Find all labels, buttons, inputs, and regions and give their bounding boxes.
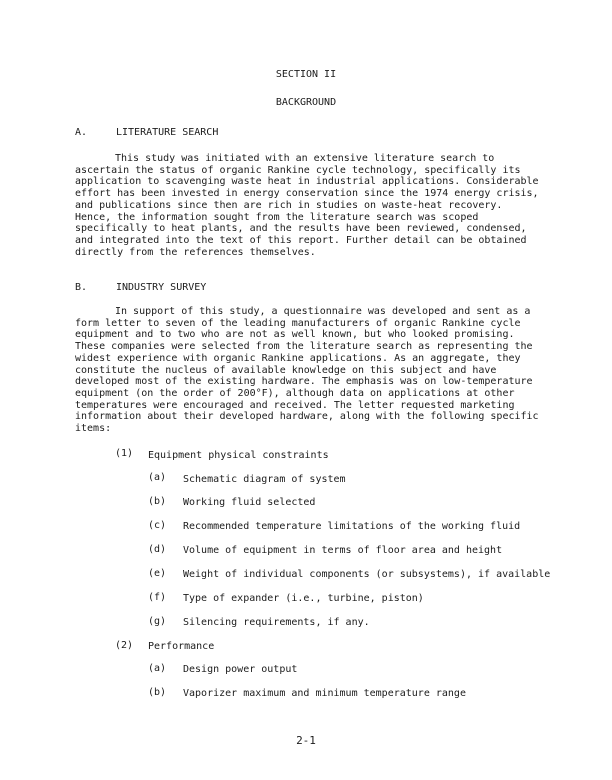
paragraph-line: directly from the references themselves. bbox=[75, 246, 316, 258]
paragraph-line: equipment and to two who are not as well known, but who looked promising. bbox=[75, 329, 515, 341]
subitem-text: Recommended temperature limitations of the working fluid bbox=[183, 521, 521, 532]
paragraph-line: This study was initiated with an extensive literature search to bbox=[115, 153, 495, 164]
subitem-text: Volume of equipment in terms of floor area and height bbox=[183, 545, 503, 556]
subitem-text: Working fluid selected bbox=[183, 497, 316, 508]
paragraph-line: equipment (on the order of 200°F), although data on applications at other bbox=[75, 387, 515, 399]
paragraph-line: Hence, the information sought from the literature search was scoped bbox=[75, 211, 479, 223]
paragraph-line: widest experience with organic Rankine applications. As an aggregate, they bbox=[75, 352, 521, 364]
part-b-paragraph bbox=[75, 306, 545, 435]
section-title: SECTION II bbox=[275, 69, 337, 80]
paragraph-line: form letter to seven of the leading manufacturers of organic Rankine cycle bbox=[75, 317, 521, 329]
part-b-heading: INDUSTRY SURVEY bbox=[116, 282, 207, 293]
subitem-letter: (f) bbox=[148, 592, 167, 603]
paragraph-line: ascertain the status of organic Rankine cycle technology, specifically its bbox=[75, 164, 521, 176]
subitem-text: Weight of individual components (or subsystems), if available bbox=[183, 569, 551, 580]
paragraph-line: specifically to heat plants, and the results have been reviewed, condensed, bbox=[75, 223, 527, 235]
subitem-text: Type of expander (i.e., turbine, piston) bbox=[183, 593, 424, 604]
item-title: Equipment physical constraints bbox=[148, 450, 329, 461]
paragraph-line: constitute the nucleus of available knowledge on this subject and have bbox=[75, 364, 497, 376]
subitem-text: Schematic diagram of system bbox=[183, 474, 346, 485]
paragraph-line: items: bbox=[75, 423, 112, 435]
subitem-letter: (a) bbox=[148, 472, 167, 483]
part-a-label: A. bbox=[75, 127, 88, 138]
subitem-letter: (b) bbox=[148, 496, 167, 507]
subitem-letter: (a) bbox=[148, 663, 167, 674]
subitem-text: Design power output bbox=[183, 664, 298, 675]
paragraph-line: application to scavenging waste heat in industrial applications. Considerable bbox=[75, 176, 539, 188]
paragraph-line: and integrated into the text of this report. Further detail can be obtained bbox=[75, 234, 527, 246]
paragraph-line: information about their developed hardware, along with the following specific bbox=[75, 411, 539, 423]
subitem-text: Vaporizer maximum and minimum temperature range bbox=[183, 688, 466, 699]
paragraph-line: In support of this study, a questionnaire was developed and sent as a bbox=[115, 306, 531, 317]
paragraph-line: temperatures were encouraged and received. The letter requested marketing bbox=[75, 399, 515, 411]
paragraph-line: and publications since then are rich in studies on waste-heat recovery. bbox=[75, 199, 503, 211]
item-title: Performance bbox=[148, 641, 215, 652]
item-number: (2) bbox=[115, 640, 134, 651]
subitem-text: Silencing requirements, if any. bbox=[183, 617, 370, 628]
subitem-letter: (e) bbox=[148, 568, 167, 579]
part-a-paragraph bbox=[75, 153, 545, 258]
part-a-heading: LITERATURE SEARCH bbox=[116, 127, 219, 138]
section-subtitle: BACKGROUND bbox=[275, 97, 337, 108]
subitem-letter: (b) bbox=[148, 687, 167, 698]
subitem-letter: (g) bbox=[148, 616, 167, 627]
item-number: (1) bbox=[115, 448, 134, 459]
subitem-letter: (d) bbox=[148, 544, 167, 555]
paragraph-line: developed most of the existing hardware. The emphasis was on low-temperature bbox=[75, 376, 533, 388]
paragraph-line: These companies were selected from the literature search as representing the bbox=[75, 341, 533, 353]
paragraph-line: effort has been invested in energy conservation since the 1974 energy crisis, bbox=[75, 188, 539, 200]
part-b-label: B. bbox=[75, 282, 88, 293]
subitem-letter: (c) bbox=[148, 520, 167, 531]
page-number: 2-1 bbox=[296, 734, 316, 747]
